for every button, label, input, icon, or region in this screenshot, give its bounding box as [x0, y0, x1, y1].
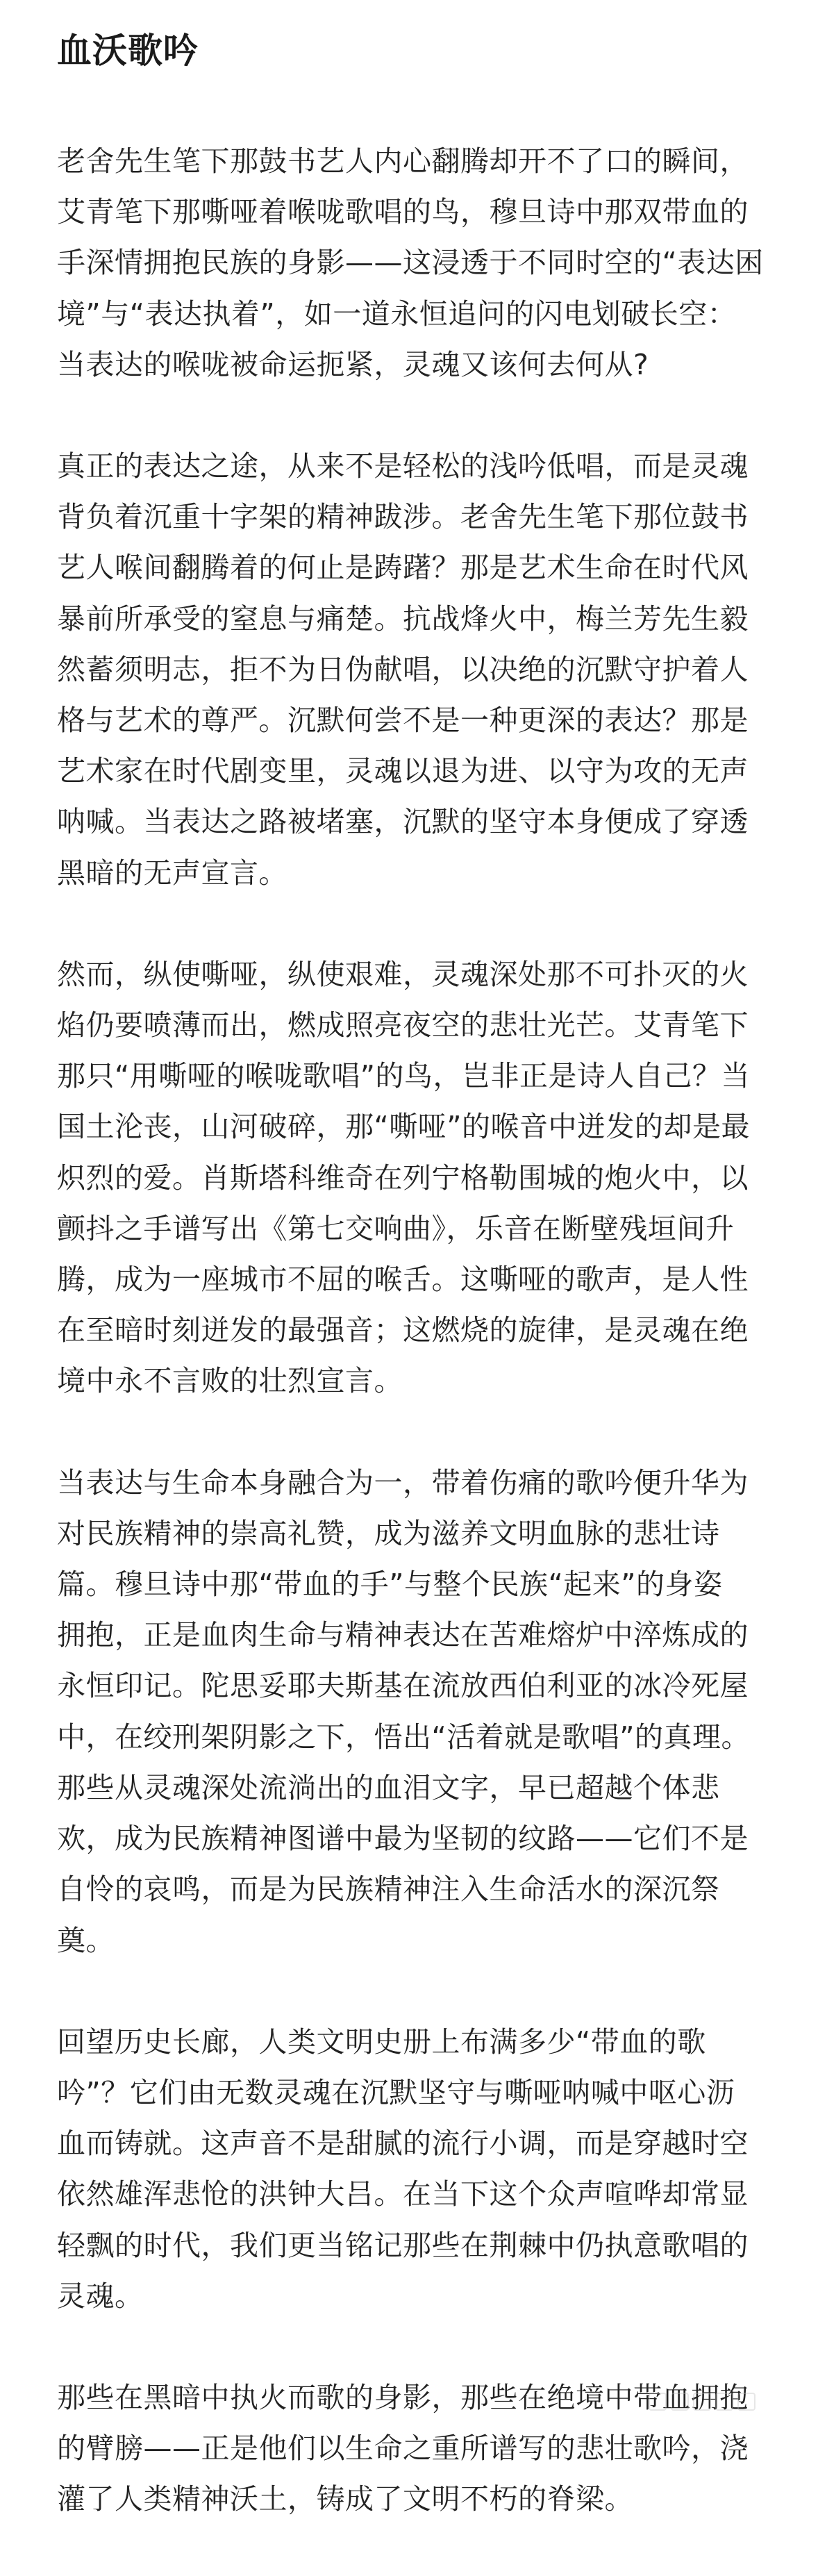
watermark-glyph: [693, 2393, 711, 2411]
paragraph-6: 那些在黑暗中执火而歌的身影，那些在绝境中带血拥抱 的臂膀——正是他们以生命之重所谱写的悲壮歌吟，浇 灌了人类精神沃土，铸成了文明不朽的脊梁。: [57, 2380, 749, 2516]
paragraph-3: 然而，纵使嘶哑，纵使艰难，灵魂深处那不可扑灭的火 焰仍要喷薄而出，燃成照亮夜空的悲壮光芒。艾青笔下 那只“用嘶哑的喉咙歌唱”的鸟，岂非正是诗人自己？当 国土沦丧，山河破碎，那“嘶哑”的喉音中迸发的却是最 炽烈的爱。肖斯塔科维奇在列宁格勒围城的炮火中，以 颤抖之手谱写出《第七交响曲》，乐音在断壁残垣间升 腾，成为一座城市不屈的喉舌。这嘶哑的歌声，是人性 在至暗时刻迸发的最强音；这燃烧的旋律，是灵魂在绝 境中永不言败的壮烈宣言。: [57, 957, 750, 1398]
watermark-glyph: [671, 2393, 689, 2411]
article-title: 血沃歌吟: [57, 31, 199, 71]
watermark-glyph: [649, 2393, 667, 2411]
article: [57, 19, 765, 2576]
paragraph-2: 真正的表达之途，从来不是轻松的浅吟低唱，而是灵魂 背负着沉重十字架的精神跋涉。老舍先生笔下那位鼓书 艺人喉间翻腾着的何止是踌躇？那是艺术生命在时代风 暴前所承受的窒息与痛楚。抗战烽火中，梅兰芳先生毅 然蓄须明志，拒不为日伪献唱，以决绝的沉默守护着人 格与艺术的尊严。沉默何尝不是一种更深的表达？那是 艺术家在时代剧变里，灵魂以退为进、以守为攻的无声 呐喊。当表达之路被堵塞，沉默的坚守本身便成了穿透 黑暗的无声宣言。: [57, 449, 749, 890]
paragraph-1: 老舍先生笔下那鼓书艺人内心翻腾却开不了口的瞬间， 艾青笔下那嘶哑着喉咙歌唱的鸟，穆旦诗中那双带血的 手深情拥抱民族的身影——这浸透于不同时空的“表达困 境”与“表达执着”，如一道永恒追问的闪电划破长空： 当表达的喉咙被命运扼紧，灵魂又该何去何从?: [57, 144, 764, 381]
watermark: [649, 2393, 756, 2413]
paragraph-4: 当表达与生命本身融合为一，带着伤痛的歌吟便升华为 对民族精神的崇高礼赞，成为滋养文明血脉的悲壮诗 篇。穆旦诗中那“带血的手”与整个民族“起来”的身姿 拥抱，正是血肉生命与精神表达在苦难熔炉中淬炼成的 永恒印记。陀思妥耶夫斯基在流放西伯利亚的冰冷死屋 中，在绞刑架阴影之下，悟出“活着就是歌唱”的真理。 那些从灵魂深处流淌出的血泪文字，早已超越个体悲 欢，成为民族精神图谱中最为坚韧的纹路——它们不是 自怜的哀鸣，而是为民族精神注入生命活水的深沉祭 奠。: [57, 1465, 750, 1957]
watermark-glyph: [737, 2393, 756, 2411]
paragraph-5: 回望历史长廊，人类文明史册上布满多少“带血的歌 吟”？它们由无数灵魂在沉默坚守与嘶哑呐喊中呕心沥 血而铸就。这声音不是甜腻的流行小调，而是穿越时空 依然雄浑悲怆的洪钟大吕。在当下这个众声喧哗却常显 轻飘的时代，我们更当铭记那些在荆棘中仍执意歌唱的 灵魂。: [57, 2025, 749, 2313]
watermark-glyph: [715, 2393, 733, 2411]
